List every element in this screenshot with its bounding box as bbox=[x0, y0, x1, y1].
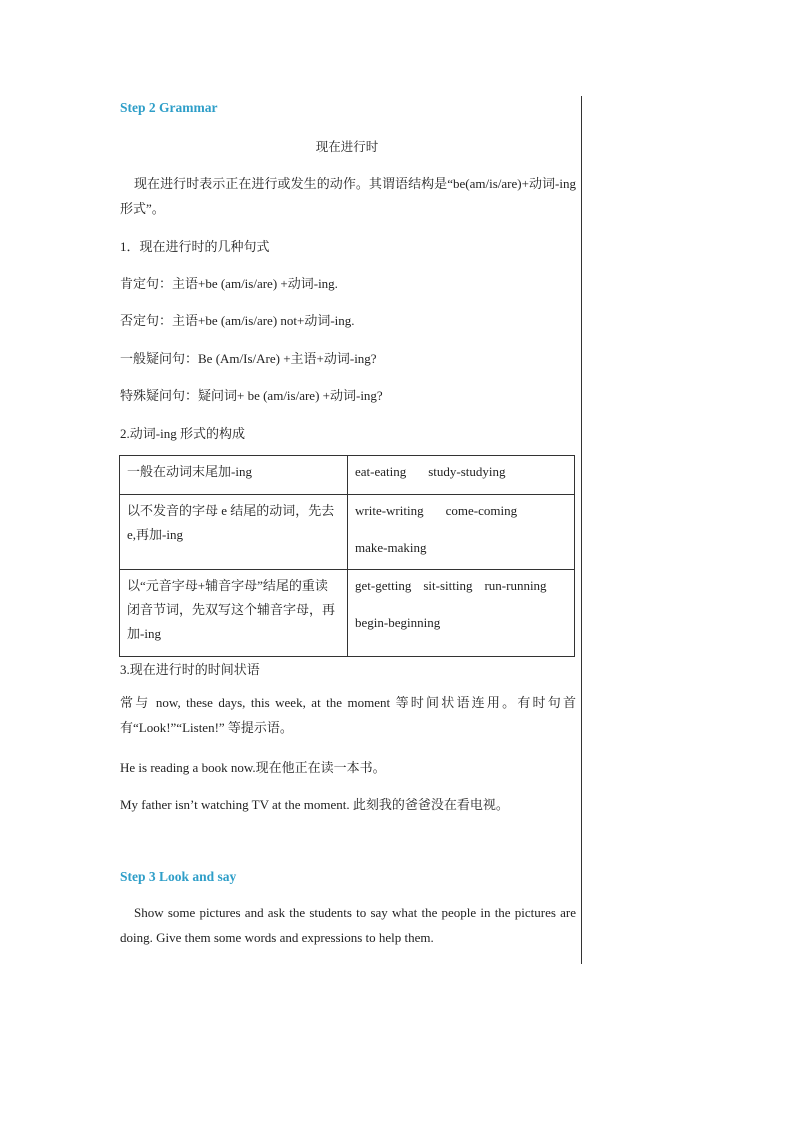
page-right-border bbox=[581, 96, 582, 964]
table-row bbox=[120, 495, 575, 570]
example-sentence-1: He is reading a book now.现在他正在读一本书。 bbox=[120, 760, 386, 775]
rule-cell: 以“元音字母+辅音字母”结尾的重读闭音节词，先双写这个辅音字母，再加-ing bbox=[120, 570, 348, 657]
table-row bbox=[120, 570, 575, 657]
example-word: write-writing bbox=[355, 503, 424, 518]
negative-pattern: 否定句：主语+be (am/is/are) not+动词-ing. bbox=[120, 313, 355, 328]
example-word: begin-beginning bbox=[355, 615, 441, 630]
section3-heading: 3.现在进行时的时间状语 bbox=[120, 662, 260, 677]
example-word: run-running bbox=[484, 578, 547, 593]
example-line bbox=[355, 574, 567, 598]
example-line bbox=[355, 499, 567, 523]
example-line bbox=[355, 536, 567, 560]
example-word: come-coming bbox=[445, 503, 518, 518]
example-word: eat-eating bbox=[355, 464, 407, 479]
example-word: study-studying bbox=[428, 464, 506, 479]
example-line bbox=[355, 611, 567, 635]
general-question-pattern: 一般疑问句：Be (Am/Is/Are) +主语+动词-ing? bbox=[120, 351, 377, 366]
special-question-pattern: 特殊疑问句：疑问词+ be (am/is/are) +动词-ing? bbox=[120, 388, 383, 403]
example-sentence-2: My father isn’t watching TV at the moment. 此刻我的爸爸没在看电视。 bbox=[120, 797, 509, 812]
step2-heading: Step 2 Grammar bbox=[120, 100, 218, 115]
section1-heading: 1．现在进行时的几种句式 bbox=[120, 239, 270, 254]
example-cell bbox=[348, 570, 575, 657]
example-word: make-making bbox=[355, 540, 427, 555]
rule-cell: 以不发音的字母 e 结尾的动词，先去 e,再加-ing bbox=[120, 495, 348, 570]
rule-cell: 一般在动词末尾加-ing bbox=[120, 456, 348, 495]
section2-heading: 2.动词-ing 形式的构成 bbox=[120, 426, 245, 441]
intro-paragraph: 现在进行时表示正在进行或发生的动作。其谓语结构是“be(am/is/are)+动词-ing 形式”。 bbox=[120, 176, 576, 216]
example-line bbox=[355, 460, 567, 484]
example-cell bbox=[348, 495, 575, 570]
step3-paragraph: Show some pictures and ask the students to say what the people in the pictures are doing. Give them some words and expressions to help them. bbox=[120, 905, 576, 945]
ing-form-table bbox=[119, 455, 575, 657]
example-word: sit-sitting bbox=[423, 578, 473, 593]
step3-heading: Step 3 Look and say bbox=[120, 869, 237, 884]
affirmative-pattern: 肯定句：主语+be (am/is/are) +动词-ing. bbox=[120, 276, 338, 291]
time-adverbials-paragraph: 常与 now, these days, this week, at the moment 等时间状语连用。有时句首有“Look!”“Listen!” 等提示语。 bbox=[120, 695, 576, 735]
example-cell bbox=[348, 456, 575, 495]
table-row bbox=[120, 456, 575, 495]
example-word: get-getting bbox=[355, 578, 412, 593]
grammar-title: 现在进行时 bbox=[315, 140, 379, 154]
